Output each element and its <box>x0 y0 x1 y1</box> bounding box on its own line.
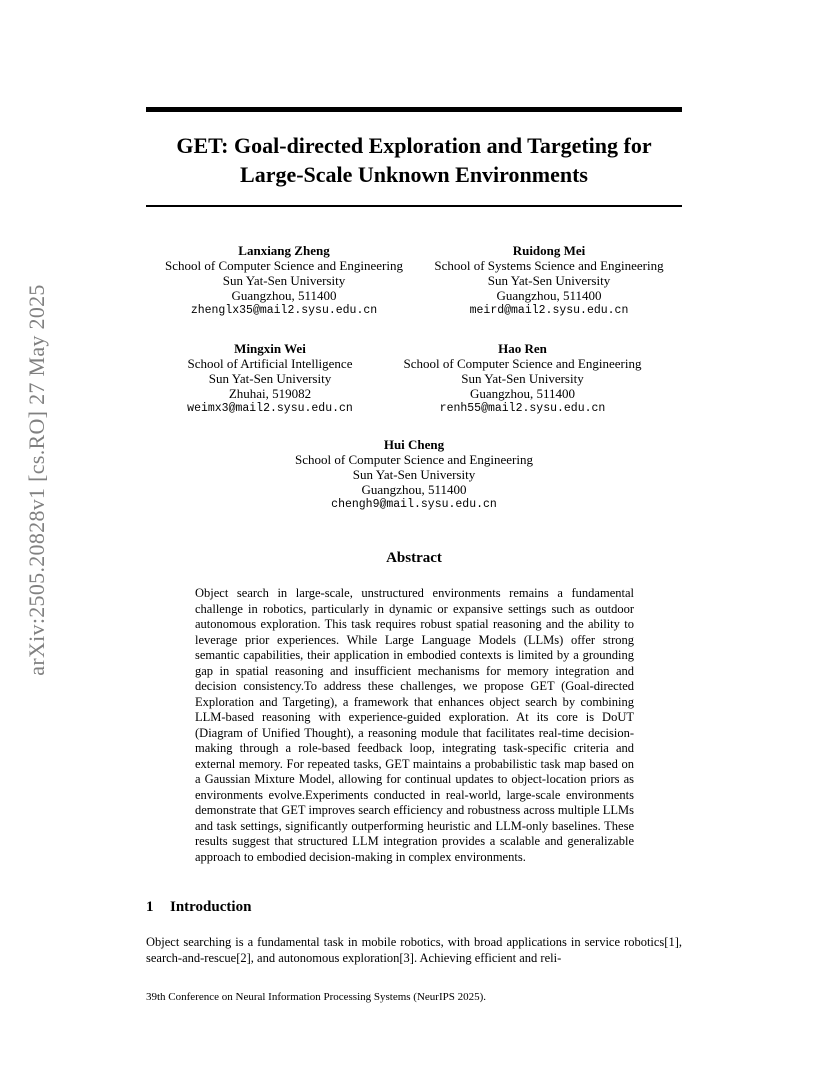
title-line-2: Large-Scale Unknown Environments <box>240 162 588 187</box>
section-heading-introduction <box>146 899 251 916</box>
author-university: Sun Yat-Sen University <box>352 467 476 482</box>
author-name: Hui Cheng <box>383 437 445 452</box>
abstract-text: Object search in large-scale, unstructured environments remains a fundamental challenge in robotics, particularly in dynamic or expansive settings such as outdoor autonomous exploration. This task requires robust spatial reasoning and the ability to leverage prior experiences. While Large Language Models (LLMs) offer strong semantic capabilities, their application in embodied contexts is limited by a grounding gap in spatial reasoning and insufficient mechanisms for memory integration and decision consistency.To address these challenges, we propose GET (Goal-directed Exploration and Targeting), a framework that enhances object search by combining LLM-based reasoning with experience-guided exploration. At its core is DoUT (Diagram of Unified Thought), a reasoning module that facilitates real-time decision-making through a role-based feedback loop, integrating task-specific criteria and external memory. For repeated tasks, GET maintains a probabilistic task map based on a Gaussian Mixture Model, allowing for continual updates to object-location priors as environments evolve.Experiments conducted in real-world, large-scale environments demonstrate that GET improves search efficiency and robustness across multiple LLMs and task settings, significantly outperforming heuristic and LLM-only baselines. These results suggest that structured LLM integration provides a scalable and generalizable approach to embodied decision-making in complex environments. <box>195 586 634 864</box>
author-university: Sun Yat-Sen University <box>461 371 584 386</box>
author-email[interactable]: zhenglx35@mail2.sysu.edu.cn <box>190 304 378 317</box>
section-number: 1 <box>146 899 154 915</box>
author-block <box>420 243 678 318</box>
author-name: Mingxin Wei <box>234 341 306 356</box>
author-email[interactable]: renh55@mail2.sysu.edu.cn <box>439 402 606 415</box>
arxiv-stamp: arXiv:2505.20828v1 [cs.RO] 27 May 2025 <box>24 284 49 676</box>
title-top-rule <box>146 107 682 112</box>
author-name: Hao Ren <box>498 341 547 356</box>
title-bottom-rule <box>146 205 682 207</box>
author-block <box>264 437 564 512</box>
author-block <box>395 341 650 416</box>
author-city: Zhuhai, 519082 <box>228 386 312 401</box>
paper-title <box>146 131 682 189</box>
author-city: Guangzhou, 511400 <box>231 288 337 303</box>
abstract-heading: Abstract <box>386 550 442 566</box>
author-university: Sun Yat-Sen University <box>208 371 332 386</box>
author-block <box>160 341 380 416</box>
author-email[interactable]: weimx3@mail2.sysu.edu.cn <box>187 402 353 415</box>
author-block <box>150 243 418 318</box>
author-name: Ruidong Mei <box>512 243 586 258</box>
author-email[interactable]: chengh9@mail.sysu.edu.cn <box>331 498 497 511</box>
conference-footnote: 39th Conference on Neural Information Processing Systems (NeurIPS 2025). <box>146 991 487 1003</box>
author-affiliation: School of Artificial Intelligence <box>187 356 353 371</box>
author-affiliation: School of Computer Science and Engineering <box>295 452 533 467</box>
author-city: Guangzhou, 511400 <box>470 386 575 401</box>
author-university: Sun Yat-Sen University <box>222 273 346 288</box>
title-line-1: GET: Goal-directed Exploration and Targeting for <box>176 133 652 158</box>
author-affiliation: School of Computer Science and Engineering <box>165 258 403 273</box>
author-affiliation: School of Computer Science and Engineering <box>403 356 642 371</box>
author-affiliation: School of Systems Science and Engineering <box>434 258 664 273</box>
author-city: Guangzhou, 511400 <box>361 482 467 497</box>
introduction-text: Object searching is a fundamental task in mobile robotics, with broad applications in service robotics[1], search-and-rescue[2], and autonomous exploration[3]. Achieving efficient and reli- <box>146 935 682 965</box>
author-university: Sun Yat-Sen University <box>487 273 611 288</box>
section-title: Introduction <box>170 899 252 915</box>
author-email[interactable]: meird@mail2.sysu.edu.cn <box>469 304 629 317</box>
author-name: Lanxiang Zheng <box>238 243 330 258</box>
author-city: Guangzhou, 511400 <box>496 288 602 303</box>
